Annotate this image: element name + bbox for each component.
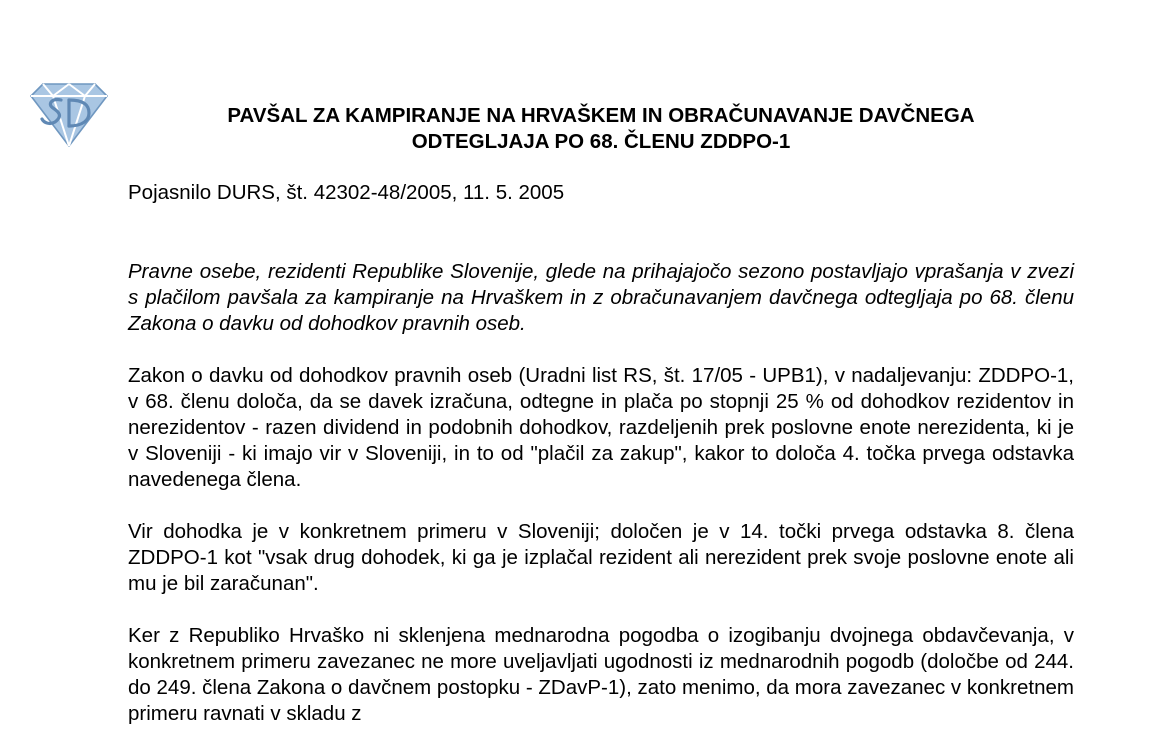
intro-paragraph: Pravne osebe, rezidenti Republike Slovenije, glede na prihajajočo sezono postavljajo vprašanja v zvezi s plačilom pavšala za kampiranje na Hrvaškem in z obračunavanjem davčnega odtegljaja po 68. členu Zakona o davku od dohodkov pravnih oseb.: [128, 260, 1074, 335]
document-title: [128, 103, 1074, 155]
title-line-1: PAVŠAL ZA KAMPIRANJE NA HRVAŠKEM IN OBRAČUNAVANJE DAVČNEGA: [227, 104, 975, 127]
sd-diamond-logo-icon: [27, 78, 111, 150]
document-body: [128, 259, 1074, 743]
source-reference: Pojasnilo DURS, št. 42302-48/2005, 11. 5. 2005: [128, 181, 565, 204]
body-paragraph: Vir dohodka je v konkretnem primeru v Sloveniji; določen je v 14. točki prvega odstavka 8. člena ZDDPO-1 kot "vsak drug dohodek, ki ga je izplačal rezident ali nerezident prek svoje poslovne enote ali mu je bil zaračunan".: [128, 520, 1074, 595]
title-line-2: ODTEGLJAJA PO 68. ČLENU ZDDPO-1: [411, 130, 791, 153]
body-paragraph: Zakon o davku od dohodkov pravnih oseb (Uradni list RS, št. 17/05 - UPB1), v nadaljevanju: ZDDPO-1, v 68. členu določa, da se davek izračuna, odtegne in plača po stopnji 25 % od dohodkov rezidentov in nerezidentov - razen dividend in podobnih dohodkov, razdeljenih prek poslovne enote nerezidenta, ki je v Sloveniji - ki imajo vir v Sloveniji, in to od "plačil za zakup", kakor to določa 4. točka prvega odstavka navedenega člena.: [128, 364, 1074, 491]
body-paragraph: Ker z Republiko Hrvaško ni sklenjena mednarodna pogodba o izogibanju dvojnega obdavčevanja, v konkretnem primeru zavezanec ne more uveljavljati ugodnosti iz mednarodnih pogodb (določbe od 244. do 249. člena Zakona o davčnem postopku - ZDavP-1), zato menimo, da mora zavezanec v konkretnem primeru ravnati v skladu z: [128, 624, 1074, 725]
